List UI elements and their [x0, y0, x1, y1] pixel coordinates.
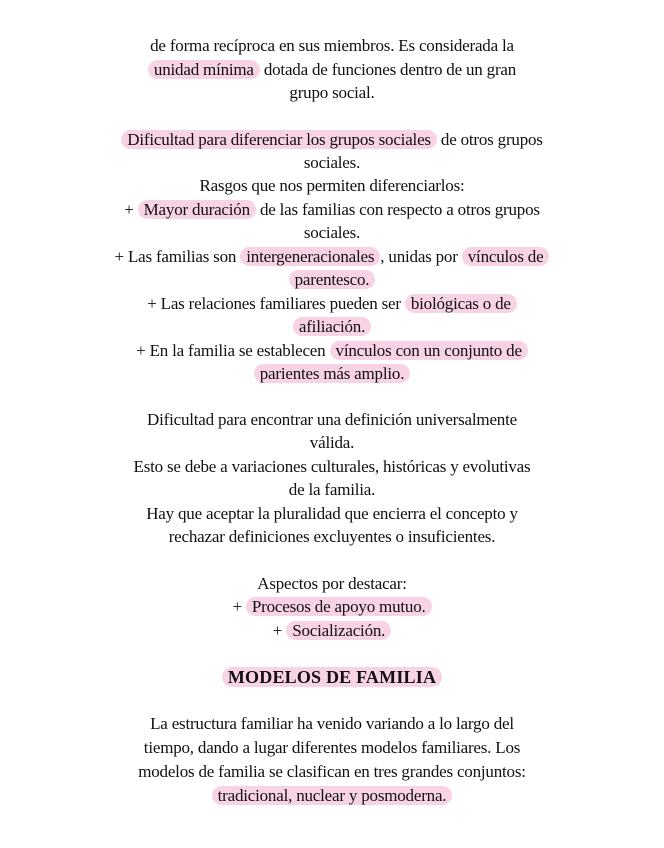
text-line: [0, 760, 664, 783]
text-segment: de las familias con respecto a otros grupos: [255, 200, 540, 219]
text-line: [0, 174, 664, 197]
highlighted-text: biológicas o de: [405, 294, 517, 313]
text-line: [0, 292, 664, 315]
text-segment: Esto se debe a variaciones culturales, históricas y evolutivas: [133, 457, 531, 476]
text-segment: grupo social.: [289, 83, 375, 102]
text-segment: + En la familia se establecen: [136, 341, 330, 360]
text-line: [0, 478, 664, 501]
text-segment: válida.: [309, 433, 355, 452]
text-line: [0, 315, 664, 338]
highlighted-text: MODELOS DE FAMILIA: [222, 667, 442, 687]
text-segment: de forma recíproca en sus miembros. Es considerada la: [150, 36, 514, 55]
text-segment: +: [124, 200, 138, 219]
text-line: [0, 408, 664, 431]
text-segment: dotada de funciones dentro de un gran: [259, 60, 517, 79]
text-line: [0, 198, 664, 221]
highlighted-text: tradicional, nuclear y posmoderna.: [212, 786, 453, 805]
text-line: [0, 736, 664, 759]
text-line: [0, 34, 664, 57]
text-segment: La estructura familiar ha venido variando a lo largo del: [150, 714, 514, 733]
text-line: [0, 712, 664, 735]
text-line: [0, 268, 664, 291]
text-line: [0, 362, 664, 385]
text-segment: +: [232, 597, 246, 616]
highlighted-text: vínculos de: [462, 247, 550, 266]
text-segment: modelos de familia se clasifican en tres grandes conjuntos:: [138, 762, 526, 781]
text-line: [0, 221, 664, 244]
highlighted-text: Procesos de apoyo mutuo.: [246, 597, 432, 616]
text-line: [0, 502, 664, 525]
text-segment: + Las relaciones familiares pueden ser: [147, 294, 405, 313]
text-segment: sociales.: [303, 223, 361, 242]
text-line: [0, 525, 664, 548]
highlighted-text: intergeneracionales: [240, 247, 380, 266]
text-segment: Hay que aceptar la pluralidad que encierra el concepto y: [146, 504, 518, 523]
text-line: [0, 245, 664, 268]
text-segment: Dificultad para encontrar una definición universalmente: [147, 410, 517, 429]
text-line: [0, 128, 664, 151]
text-segment: Aspectos por destacar:: [257, 574, 407, 593]
text-line: [0, 619, 664, 642]
text-segment: sociales.: [303, 153, 361, 172]
text-segment: de otros grupos: [436, 130, 543, 149]
text-segment: de la familia.: [288, 480, 376, 499]
highlighted-text: vínculos con un conjunto de: [330, 341, 528, 360]
text-segment: rechazar definiciones excluyentes o insuficientes.: [168, 527, 496, 546]
section-heading: [0, 666, 664, 689]
highlighted-text: Dificultad para diferenciar los grupos sociales: [121, 130, 437, 149]
highlighted-text: afiliación.: [293, 317, 371, 336]
highlighted-text: Socialización.: [286, 621, 391, 640]
text-line: [0, 58, 664, 81]
text-segment: , unidas por: [380, 247, 462, 266]
text-line: [0, 431, 664, 454]
text-line: [0, 455, 664, 478]
text-line: [0, 151, 664, 174]
highlighted-text: Mayor duración: [138, 200, 256, 219]
text-segment: Rasgos que nos permiten diferenciarlos:: [199, 176, 465, 195]
text-line: [0, 339, 664, 362]
text-segment: +: [272, 621, 287, 640]
text-line: [0, 81, 664, 104]
text-segment: tiempo, dando a lugar diferentes modelos familiares. Los: [143, 738, 521, 757]
highlighted-text: unidad mínima: [148, 60, 260, 79]
highlighted-text: parentesco.: [289, 270, 376, 289]
text-line: [0, 595, 664, 618]
text-line: [0, 784, 664, 807]
text-segment: + Las familias son: [114, 247, 241, 266]
highlighted-text: parientes más amplio.: [254, 364, 411, 383]
text-line: [0, 572, 664, 595]
